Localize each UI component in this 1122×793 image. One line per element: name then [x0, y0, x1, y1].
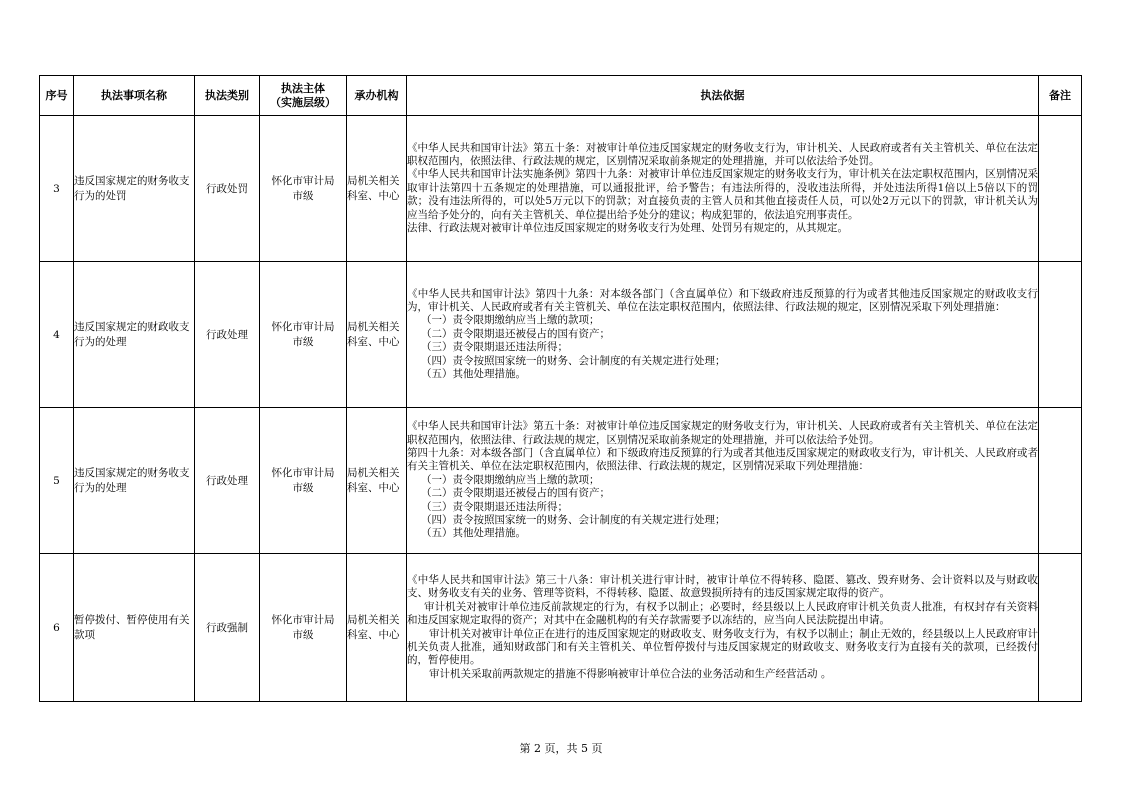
- law-enforcement-table: [39, 75, 1082, 702]
- row-category: 行政处理: [195, 408, 260, 554]
- row-org: 局机关相关科室、中心: [347, 408, 407, 554]
- basis-paragraph: 《中华人民共和国审计法》第三十八条：审计机关进行审计时，被审计单位不得转移、隐匿、篡改、毁弃财务、会计资料以及与财政收支、财务收支有关的业务、管理等资料，不得转移、隐匿、故意毁损所持有的违反国家规定取得的资产。: [407, 573, 1038, 600]
- row-subject: 怀化市审计局 市级: [260, 554, 347, 702]
- basis-list-item: （三）责令限期退还违法所得；: [421, 500, 568, 513]
- row-no: 5: [40, 408, 74, 554]
- row-no: 6: [40, 554, 74, 702]
- row-basis: [407, 554, 1039, 702]
- row-item-name: 违反国家规定的财政收支行为的处理: [74, 262, 195, 408]
- basis-list-item: （四）责令按照国家统一的财务、会计制度的有关规定进行处理；: [421, 354, 726, 367]
- basis-list-item: （二）责令限期退还被侵占的国有资产；: [421, 327, 610, 340]
- row-remark: [1039, 554, 1082, 702]
- basis-paragraph: 《中华人民共和国审计法》第四十九条：对本级各部门（含直属单位）和下级政府违反预算的行为或者其他违反国家规定的财政收支行为，审计机关、人民政府或者有关主管机关、单位在法定职权范围内，依照法律、行政法规的规定，区别情况采取下列处理措施：: [407, 287, 1038, 313]
- row-item-name: 违反国家规定的财务收支行为的处理: [74, 408, 195, 554]
- row-item-name: 暂停拨付、暂停使用有关款项: [74, 554, 195, 702]
- row-org: 局机关相关科室、中心: [347, 554, 407, 702]
- row-subject: 怀化市审计局 市级: [260, 116, 347, 262]
- header-item-name: 执法事项名称: [74, 76, 195, 116]
- row-subject: 怀化市审计局 市级: [260, 408, 347, 554]
- basis-paragraph: 审计机关对被审计单位违反前款规定的行为，有权予以制止；必要时，经县级以上人民政府审计机关负责人批准，有权封存有关资料和违反国家规定取得的资产；对其中在金融机构的有关存款需要予以冻结的，应当向人民法院提出申请。: [407, 600, 1038, 627]
- row-basis: [407, 262, 1039, 408]
- row-org: 局机关相关科室、中心: [347, 262, 407, 408]
- row-remark: [1039, 262, 1082, 408]
- row-no: 3: [40, 116, 74, 262]
- row-org: 局机关相关科室、中心: [347, 116, 407, 262]
- basis-paragraph: 《中华人民共和国审计法实施条例》第四十九条：对被审计单位违反国家规定的财务收支行为，审计机关在法定职权范围内，区别情况采取审计法第四十五条规定的处理措施，可以通报批评，给予警告；有违法所得的，没收违法所得，并处违法所得1倍以上5倍以下的罚款；没有违法所得的，可以处5万元以下的罚款；对直接负责的主管人员和其他直接责任人员，可以处2万元以下的罚款，审计机关认为应当给予处分的，向有关主管机关、单位提出给予处分的建议；构成犯罪的，依法追究刑事责任。: [407, 168, 1038, 221]
- row-subject: 怀化市审计局 市级: [260, 262, 347, 408]
- row-remark: [1039, 408, 1082, 554]
- basis-paragraph: 审计机关采取前两款规定的措施不得影响被审计单位合法的业务活动和生产经营活动 。: [429, 667, 832, 680]
- basis-list-item: （一）责令限期缴纳应当上缴的款项；: [421, 473, 600, 486]
- basis-list-item: （五）其他处理措施。: [421, 527, 526, 540]
- row-category: 行政处罚: [195, 116, 260, 262]
- basis-list-item: （五）其他处理措施。: [421, 368, 526, 381]
- basis-paragraph: 《中华人民共和国审计法》第五十条：对被审计单位违反国家规定的财务收支行为，审计机关、人民政府或者有关主管机关、单位在法定职权范围内，依照法律、行政法规的规定，区别情况采取前条规定的处理措施，并可以依法给予处罚。: [407, 141, 1038, 167]
- row-item-name: 违反国家规定的财务收支行为的处罚: [74, 116, 195, 262]
- table-row: [40, 116, 1082, 262]
- table-row: [40, 408, 1082, 554]
- table-row: [40, 554, 1082, 702]
- basis-paragraph: 《中华人民共和国审计法》第五十条：对被审计单位违反国家规定的财务收支行为，审计机关、人民政府或者有关主管机关、单位在法定职权范围内，依照法律、行政法规的规定，区别情况采取前条规定的处理措施，并可以依法给予处罚。: [407, 420, 1038, 446]
- table-header-row: [40, 76, 1082, 116]
- basis-paragraph: 审计机关对被审计单位正在进行的违反国家规定的财政收支、财务收支行为，有权予以制止；制止无效的，经县级以上人民政府审计机关负责人批准，通知财政部门和有关主管机关、单位暂停拨付与违反国家规定的财政收支、财务收支行为直接有关的款项，已经拨付的，暂停使用。: [407, 627, 1038, 667]
- basis-list-item: （三）责令限期退还违法所得；: [421, 341, 568, 354]
- row-category: 行政强制: [195, 554, 260, 702]
- header-category: 执法类别: [195, 76, 260, 116]
- row-category: 行政处理: [195, 262, 260, 408]
- basis-list-item: （二）责令限期退还被侵占的国有资产；: [421, 487, 610, 500]
- table-row: [40, 262, 1082, 408]
- row-basis: [407, 116, 1039, 262]
- header-remark: 备注: [1039, 76, 1082, 116]
- basis-paragraph: 法律、行政法规对被审计单位违反国家规定的财务收支行为处理、处罚另有规定的，从其规定。: [407, 222, 848, 235]
- row-remark: [1039, 116, 1082, 262]
- basis-list-item: （一）责令限期缴纳应当上缴的款项；: [421, 314, 600, 327]
- header-no: 序号: [40, 76, 74, 116]
- header-org: 承办机构: [347, 76, 407, 116]
- basis-list-item: （四）责令按照国家统一的财务、会计制度的有关规定进行处理；: [421, 514, 726, 527]
- basis-paragraph: 第四十九条：对本级各部门（含直属单位）和下级政府违反预算的行为或者其他违反国家规定的财政收支行为，审计机关、人民政府或者有关主管机关、单位在法定职权范围内，依照法律、行政法规的规定，区别情况采取下列处理措施：: [407, 446, 1038, 473]
- row-basis: [407, 408, 1039, 554]
- page-footer: 第 2 页，共 5 页: [519, 742, 603, 755]
- header-subject: 执法主体 （实施层级）: [260, 76, 347, 116]
- row-no: 4: [40, 262, 74, 408]
- header-basis: 执法依据: [407, 76, 1039, 116]
